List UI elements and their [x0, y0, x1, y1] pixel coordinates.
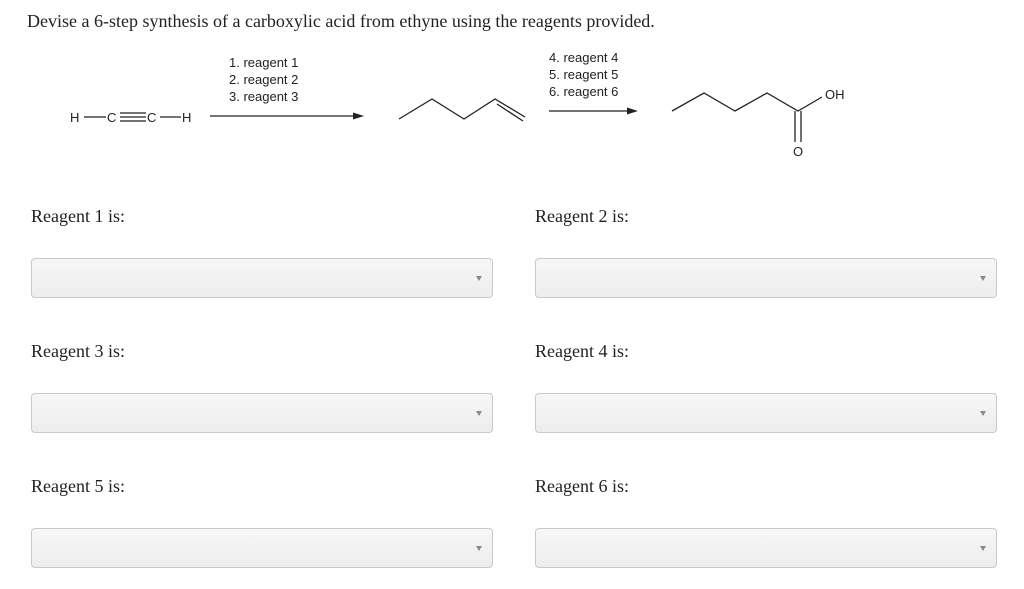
reaction-arrow-1 — [210, 55, 364, 120]
butene-chain — [399, 99, 525, 119]
arrow2-step-4: 4. reagent 4 — [549, 50, 619, 65]
butene-structure — [399, 99, 525, 121]
reagent-3-label: Reagent 3 is: — [31, 341, 125, 361]
reagent-1-label: Reagent 1 is: — [31, 206, 125, 226]
caret-down-icon — [476, 276, 482, 281]
reagent-4-label: Reagent 4 is: — [535, 341, 629, 361]
acid-chain — [672, 93, 822, 111]
ethyne-structure — [70, 110, 191, 125]
reagent-2-label: Reagent 2 is: — [535, 206, 629, 226]
reaction-scheme — [0, 0, 1024, 200]
ethyne-h-left: H — [70, 110, 80, 125]
reagent-4-select[interactable] — [535, 393, 997, 433]
caret-down-icon — [980, 546, 986, 551]
caret-down-icon — [980, 276, 986, 281]
ethyne-c-right: C — [147, 110, 157, 125]
reagent-1-select[interactable] — [31, 258, 493, 298]
butene-double-bond — [497, 104, 523, 121]
acid-o-label: O — [793, 144, 804, 159]
arrow1-step-3: 3. reagent 3 — [229, 89, 299, 104]
reagent-2-select[interactable] — [535, 258, 997, 298]
reagent-6-select[interactable] — [535, 528, 997, 568]
ethyne-h-right: H — [182, 110, 192, 125]
reagent-5-label: Reagent 5 is: — [31, 476, 125, 496]
acid-oh-label: OH — [825, 87, 845, 102]
arrow2-step-6: 6. reagent 6 — [549, 84, 619, 99]
question-text: Devise a 6-step synthesis of a carboxylic acid from ethyne using the reagents provided. — [27, 11, 655, 31]
reagent-3-select[interactable] — [31, 393, 493, 433]
arrow2-head — [627, 108, 638, 115]
caret-down-icon — [980, 411, 986, 416]
ethyne-c-left: C — [107, 110, 117, 125]
arrow1-step-2: 2. reagent 2 — [229, 72, 299, 87]
caret-down-icon — [476, 546, 482, 551]
arrow1-head — [353, 113, 364, 120]
reaction-arrow-2 — [549, 50, 638, 115]
arrow2-step-5: 5. reagent 5 — [549, 67, 619, 82]
reagent-6-label: Reagent 6 is: — [535, 476, 629, 496]
arrow1-step-1: 1. reagent 1 — [229, 55, 299, 70]
reagent-5-select[interactable] — [31, 528, 493, 568]
carboxylic-acid-structure — [672, 87, 845, 159]
caret-down-icon — [476, 411, 482, 416]
